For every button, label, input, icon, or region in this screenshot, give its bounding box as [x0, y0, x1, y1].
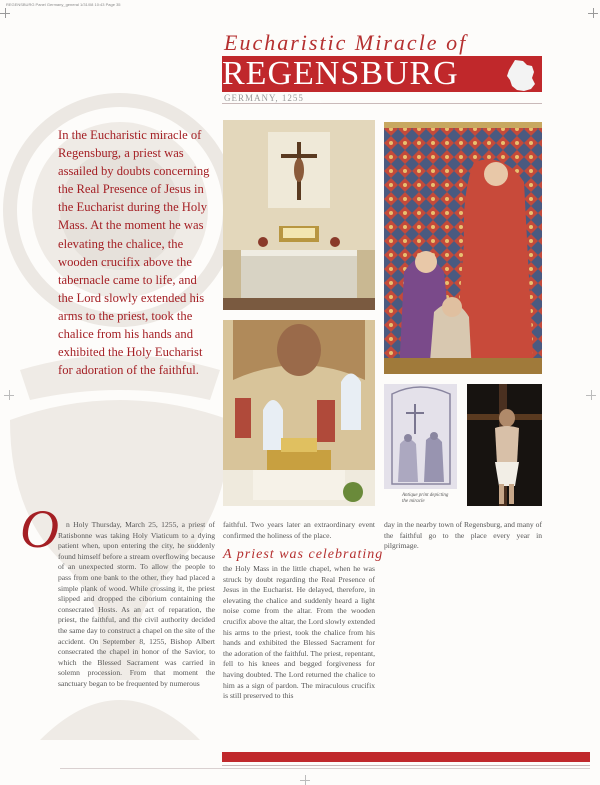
- crop-mark: [0, 8, 10, 18]
- script-title: Eucharistic Miracle of: [224, 30, 468, 55]
- crop-mark: [588, 8, 598, 18]
- divider: [222, 103, 542, 104]
- medieval-painting-photo: [384, 122, 542, 374]
- main-title: REGENSBURG: [222, 55, 459, 92]
- footer-band: [222, 752, 590, 762]
- drop-cap: O: [20, 499, 59, 559]
- antique-print-photo: [384, 384, 457, 489]
- photo-caption: Antique print depicting the miracle: [402, 493, 449, 504]
- crucifix-detail-photo: [467, 384, 542, 506]
- article-column-2-top: faithful. Two years later an extraordinary event confirmed the holiness of the place.: [223, 520, 375, 540]
- article-column-3: day in the nearby town of Regensburg, and many of the faithful go to the place every year in pilgrimage.: [384, 520, 542, 551]
- lead-paragraph: In the Eucharistic miracle of Regensburg, a priest was assailed by doubts concerning the Real Presence of Jesus in the Eucharist during the Holy Mass. At the moment he was elevating the chalice, the wooden crucifix above the tabernacle came to life, and the Lord slowly extended his arms to the priest, took the chalice from his hands and exhibited the Holy Eucharist for adoration of the faithful.: [58, 128, 210, 378]
- article-column-2-bottom: the Holy Mass in the little chapel, when he was struck by doubt regarding the Real Presence of Jesus in the Eucharist. He delayed, therefore, in elevating the chalice and suddenly heard a light noise come from the altar. From the wooden crucifix above the altar, the Lord slowly extended his arms to the priest, took the chalice from his hands and exhibited the Blessed Sacrament for the adoration of the faithful. The priest, repentant, fell to his knees and begged forgiveness for having doubted. The Lord returned the chalice to him as a sign of pardon. The miraculous crucifix is still preserved to this: [223, 564, 375, 701]
- pull-quote: A priest was celebrating: [223, 547, 384, 562]
- registration-mark: [300, 775, 310, 785]
- footer-line: [222, 765, 590, 766]
- article-column-1: n Holy Thursday, March 25, 1255, a priest of Ratisbonne was taking Holy Viaticum to a dying patient when, upon entering the city, he suddenly found himself before a stream overflowing because of an unexpected storm. To allow the people to pass from one bank to the other, they had placed a simple plank of wood. While crossing it, the priest slipped and dropped the ciborium containing the consecrated Hosts. As an act of reparation, the priest, the faithful, and the civil authority decided the same day to construct a chapel on the site of the accident. On September 8, 1255, Bishop Albert consecrated the chapel in honor of the Savior, to which the Blessed Sacrament was carried in solemn procession. From that moment the sanctuary began to be frequented by numerous: [58, 520, 215, 688]
- registration-mark: [586, 390, 596, 400]
- altar-crucifix-photo: [223, 120, 375, 310]
- subtitle: GERMANY, 1255: [224, 93, 304, 103]
- footer-rule: [60, 768, 590, 769]
- chapel-interior-photo: [223, 320, 375, 506]
- print-slug: REGENSBURG Panel Germany_general 1/31/08 10:43 Page 35: [6, 2, 121, 7]
- germany-map-icon: [505, 59, 537, 93]
